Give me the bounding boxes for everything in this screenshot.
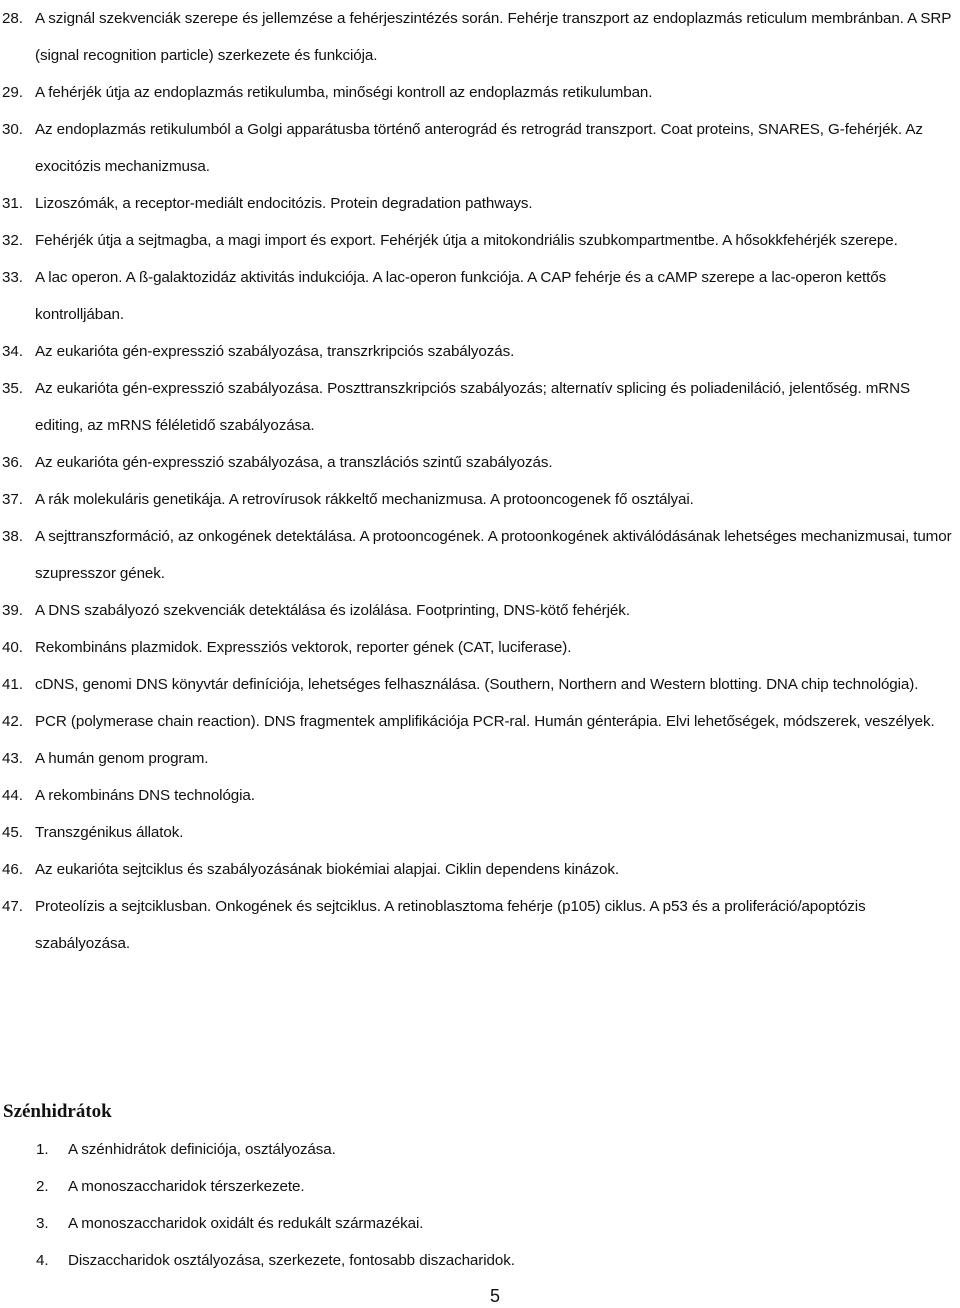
page-number: 5 bbox=[489, 1286, 500, 1306]
topic-39 bbox=[0, 592, 960, 629]
topic-text: A DNS szabályozó szekvenciák detektálása és izolálása. Footprinting, DNS-kötő fehérjék. bbox=[35, 602, 630, 619]
topic-47 bbox=[0, 888, 960, 962]
topic-text: Az eukarióta gén-expresszió szabályozása, transzrkripciós szabályozás. bbox=[35, 343, 515, 360]
topic-text: Fehérjék útja a sejtmagba, a magi import és export. Fehérjék útja a mitokondriális szubkompartmentbe. A hősokkfehérjék szerepe. bbox=[35, 232, 898, 249]
topic-text: A lac operon. A ß-galaktozidáz aktivitás indukciója. A lac-operon funkciója. A CAP fehérje és a cAMP szerepe a lac-operon kettős kontrolljában. bbox=[35, 269, 887, 323]
topic-text: Az eukarióta gén-expresszió szabályozása, a transzlációs szintű szabályozás. bbox=[35, 454, 553, 471]
topic-number: 1. bbox=[36, 1141, 49, 1158]
topic-number: 36. bbox=[2, 454, 23, 471]
topic-number: 38. bbox=[2, 528, 23, 545]
topic-text: A szénhidrátok definiciója, osztályozása. bbox=[68, 1141, 336, 1158]
topic-45 bbox=[0, 814, 960, 851]
topic-text: A szignál szekvenciák szerepe és jellemzése a fehérjeszintézés során. Fehérje transzport az endoplazmás reticulum membránban. A SRP (signal recognition particle) szerkezete és funkciója. bbox=[35, 10, 952, 64]
topic-number: 31. bbox=[2, 195, 23, 212]
topic-37 bbox=[0, 481, 960, 518]
topic-36 bbox=[0, 444, 960, 481]
topic-number: 39. bbox=[2, 602, 23, 619]
topic-29 bbox=[0, 74, 960, 111]
section-heading: Szénhidrátok bbox=[3, 1101, 112, 1122]
topic-number: 47. bbox=[2, 898, 23, 915]
carb-topic-4 bbox=[0, 1242, 960, 1279]
topic-number: 3. bbox=[36, 1215, 49, 1232]
topic-30 bbox=[0, 111, 960, 185]
topic-42 bbox=[0, 703, 960, 740]
topic-number: 4. bbox=[36, 1252, 49, 1269]
topic-number: 29. bbox=[2, 84, 23, 101]
carb-topic-2 bbox=[0, 1168, 960, 1205]
topic-text: A rekombináns DNS technológia. bbox=[35, 787, 255, 804]
topic-text: A monoszaccharidok oxidált és redukált származékai. bbox=[68, 1215, 424, 1232]
topic-number: 33. bbox=[2, 269, 23, 286]
topic-number: 30. bbox=[2, 121, 23, 138]
topic-text: cDNS, genomi DNS könyvtár definíciója, lehetséges felhasználása. (Southern, Northern and Western blotting. DNA chip technológia). bbox=[35, 676, 919, 693]
topic-40 bbox=[0, 629, 960, 666]
topic-number: 40. bbox=[2, 639, 23, 656]
topic-number: 2. bbox=[36, 1178, 49, 1195]
topic-text: Az eukarióta sejtciklus és szabályozásának biokémiai alapjai. Ciklin dependens kinázok. bbox=[35, 861, 619, 878]
topic-38 bbox=[0, 518, 960, 592]
topic-number: 46. bbox=[2, 861, 23, 878]
carbohydrate-topics-list bbox=[0, 1131, 960, 1279]
topic-32 bbox=[0, 222, 960, 259]
topic-33 bbox=[0, 259, 960, 333]
topic-text: Proteolízis a sejtciklusban. Onkogének és sejtciklus. A retinoblasztoma fehérje (p105) ciklus. A p53 és a proliferáció/apoptózis szabályozása. bbox=[35, 898, 866, 952]
topic-text: Lizoszómák, a receptor-mediált endocitózis. Protein degradation pathways. bbox=[35, 195, 533, 212]
topic-43 bbox=[0, 740, 960, 777]
topic-text: Az endoplazmás retikulumból a Golgi apparátusba történő anterográd és retrográd transzport. Coat proteins, SNARES, G-fehérjék. Az exocitózis mechanizmusa. bbox=[35, 121, 923, 175]
topic-34 bbox=[0, 333, 960, 370]
topic-28 bbox=[0, 0, 960, 74]
topic-number: 43. bbox=[2, 750, 23, 767]
carb-topic-1 bbox=[0, 1131, 960, 1168]
topic-number: 32. bbox=[2, 232, 23, 249]
topic-46 bbox=[0, 851, 960, 888]
topic-number: 35. bbox=[2, 380, 23, 397]
topic-number: 42. bbox=[2, 713, 23, 730]
topic-31 bbox=[0, 185, 960, 222]
topic-text: A monoszaccharidok térszerkezete. bbox=[68, 1178, 305, 1195]
topic-number: 44. bbox=[2, 787, 23, 804]
topic-number: 37. bbox=[2, 491, 23, 508]
topic-44 bbox=[0, 777, 960, 814]
topic-text: Diszaccharidok osztályozása, szerkezete, fontosabb diszacharidok. bbox=[68, 1252, 515, 1269]
topic-text: Transzgénikus állatok. bbox=[35, 824, 184, 841]
topic-35 bbox=[0, 370, 960, 444]
topic-text: Rekombináns plazmidok. Expressziós vektorok, reporter gének (CAT, luciferase). bbox=[35, 639, 572, 656]
topic-text: PCR (polymerase chain reaction). DNS fragmentek amplifikációja PCR-ral. Humán génterápia. Elvi lehetőségek, módszerek, veszélyek. bbox=[35, 713, 935, 730]
topic-number: 45. bbox=[2, 824, 23, 841]
carb-topic-3 bbox=[0, 1205, 960, 1242]
topic-text: A fehérjék útja az endoplazmás retikulumba, minőségi kontroll az endoplazmás retikulumban. bbox=[35, 84, 653, 101]
topic-text: A humán genom program. bbox=[35, 750, 209, 767]
topic-41 bbox=[0, 666, 960, 703]
topic-number: 28. bbox=[2, 10, 23, 27]
topic-text: A sejttranszformáció, az onkogének detektálása. A protooncogének. A protoonkogének aktiválódásának lehetséges mechanizmusai, tumor szupresszor gének. bbox=[35, 528, 952, 582]
topic-text: Az eukarióta gén-expresszió szabályozása. Poszttranszkripciós szabályozás; alternatív splicing és poliadeniláció, jelentőség. mRNS editing, az mRNS féléletidő szabályozása. bbox=[35, 380, 911, 434]
topic-number: 34. bbox=[2, 343, 23, 360]
topic-number: 41. bbox=[2, 676, 23, 693]
topic-text: A rák molekuláris genetikája. A retrovírusok rákkeltő mechanizmusa. A protooncogenek fő osztályai. bbox=[35, 491, 694, 508]
